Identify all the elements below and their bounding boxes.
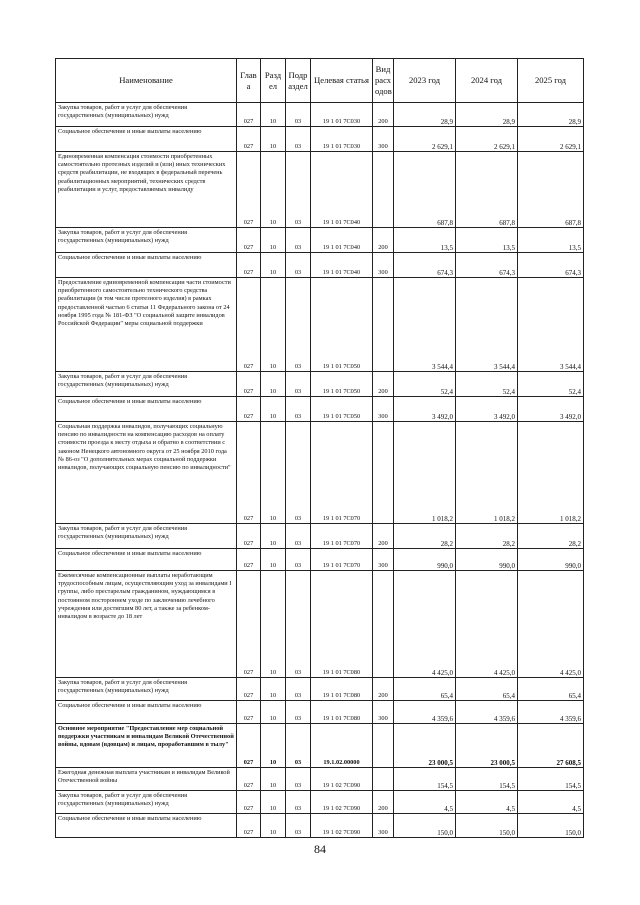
header-target: Целевая статья xyxy=(311,59,373,103)
table-row xyxy=(56,701,584,724)
cell-expense-type xyxy=(373,768,394,791)
cell-subsection: 03 xyxy=(286,103,311,127)
cell-expense-type: 200 xyxy=(373,372,394,397)
cell-target: 19 1 01 7С040 xyxy=(311,152,373,228)
cell-name: Ежегодная денежная выплата участникам и инвалидам Великой Отечественной войны xyxy=(56,768,237,791)
cell-target: 19 1 01 7С080 xyxy=(311,678,373,701)
cell-name: Закупка товаров, работ и услуг для обеспечения государственных (муниципальных) нужд xyxy=(56,372,237,397)
cell-2024: 990,0 xyxy=(456,549,518,571)
cell-target: 19 1 01 7С050 xyxy=(311,372,373,397)
cell-2025: 13,5 xyxy=(518,228,584,253)
cell-target: 19 1 01 7С070 xyxy=(311,524,373,549)
table-row xyxy=(56,253,584,278)
cell-section: 10 xyxy=(261,372,286,397)
cell-chapter: 027 xyxy=(237,278,261,372)
table-row xyxy=(56,549,584,571)
cell-2023: 2 629,1 xyxy=(394,127,456,152)
cell-2023: 3 544,4 xyxy=(394,278,456,372)
cell-target: 19 1 01 7С070 xyxy=(311,422,373,524)
cell-2025: 154,5 xyxy=(518,768,584,791)
cell-subsection: 03 xyxy=(286,397,311,422)
cell-chapter: 027 xyxy=(237,768,261,791)
cell-2024: 4 359,6 xyxy=(456,701,518,724)
cell-expense-type: 200 xyxy=(373,678,394,701)
cell-2024: 28,2 xyxy=(456,524,518,549)
cell-2023: 154,5 xyxy=(394,768,456,791)
table-row xyxy=(56,127,584,152)
cell-name: Социальное обеспечение и иные выплаты населению xyxy=(56,549,237,571)
cell-name: Социальная поддержка инвалидов, получающих социальную пенсию по инвалидности на компенсацию расходов на оплату стоимости проезда к месту отдыха и обратно в соответствии с законом Ненецкого автономного округа от 25 ноября 2010 года № 86-оз "О дополнительных мерах социальной поддержки инвалидов, получающих социальную пенсию по инвалидности" xyxy=(56,422,237,524)
cell-section: 10 xyxy=(261,127,286,152)
cell-2025: 3 544,4 xyxy=(518,278,584,372)
cell-2023: 3 492,0 xyxy=(394,397,456,422)
table-row xyxy=(56,814,584,838)
header-section: Разд ел xyxy=(261,59,286,103)
cell-2023: 13,5 xyxy=(394,228,456,253)
cell-expense-type: 200 xyxy=(373,524,394,549)
header-row xyxy=(56,59,584,103)
cell-section: 10 xyxy=(261,549,286,571)
cell-section: 10 xyxy=(261,701,286,724)
header-name: Наименование xyxy=(56,59,237,103)
cell-2024: 23 000,5 xyxy=(456,724,518,768)
cell-name: Закупка товаров, работ и услуг для обеспечения государственных (муниципальных) нужд xyxy=(56,228,237,253)
cell-2024: 28,9 xyxy=(456,103,518,127)
cell-expense-type: 200 xyxy=(373,228,394,253)
cell-2025: 65,4 xyxy=(518,678,584,701)
cell-2023: 65,4 xyxy=(394,678,456,701)
cell-2025: 4,5 xyxy=(518,791,584,814)
cell-2024: 2 629,1 xyxy=(456,127,518,152)
cell-subsection: 03 xyxy=(286,127,311,152)
budget-table xyxy=(55,58,584,838)
cell-subsection: 03 xyxy=(286,372,311,397)
cell-subsection: 03 xyxy=(286,791,311,814)
cell-2025: 1 018,2 xyxy=(518,422,584,524)
cell-chapter: 027 xyxy=(237,253,261,278)
cell-2024: 150,0 xyxy=(456,814,518,838)
cell-chapter: 027 xyxy=(237,397,261,422)
table-row xyxy=(56,524,584,549)
page-number: 84 xyxy=(314,842,326,856)
table-row xyxy=(56,152,584,228)
cell-2023: 1 018,2 xyxy=(394,422,456,524)
cell-subsection: 03 xyxy=(286,701,311,724)
cell-target: 19 1 01 7С070 xyxy=(311,549,373,571)
cell-2025: 2 629,1 xyxy=(518,127,584,152)
cell-section: 10 xyxy=(261,152,286,228)
cell-subsection: 03 xyxy=(286,278,311,372)
cell-2023: 990,0 xyxy=(394,549,456,571)
cell-name: Закупка товаров, работ и услуг для обеспечения государственных (муниципальных) нужд xyxy=(56,524,237,549)
cell-name: Закупка товаров, работ и услуг для обеспечения государственных (муниципальных) нужд xyxy=(56,103,237,127)
cell-chapter: 027 xyxy=(237,372,261,397)
cell-2025: 27 608,5 xyxy=(518,724,584,768)
cell-name: Социальное обеспечение и иные выплаты населению xyxy=(56,253,237,278)
cell-section: 10 xyxy=(261,724,286,768)
cell-2023: 687,8 xyxy=(394,152,456,228)
cell-target: 19 1 01 7С080 xyxy=(311,571,373,678)
cell-name: Закупка товаров, работ и услуг для обеспечения государственных (муниципальных) нужд xyxy=(56,678,237,701)
cell-name: Основное мероприятие "Предоставление мер социальной поддержки участникам и инвалидам Великой Отечественной войны, вдовам (вдовцам) и лицам, проработавшим в тылу" xyxy=(56,724,237,768)
cell-chapter: 027 xyxy=(237,152,261,228)
cell-target: 19 1 02 7С090 xyxy=(311,768,373,791)
table-row xyxy=(56,103,584,127)
cell-2024: 1 018,2 xyxy=(456,422,518,524)
cell-expense-type xyxy=(373,724,394,768)
table-row xyxy=(56,768,584,791)
table-row xyxy=(56,278,584,372)
cell-2025: 990,0 xyxy=(518,549,584,571)
cell-chapter: 027 xyxy=(237,701,261,724)
cell-target: 19 1 02 7С090 xyxy=(311,814,373,838)
cell-2025: 150,0 xyxy=(518,814,584,838)
cell-2023: 150,0 xyxy=(394,814,456,838)
cell-subsection: 03 xyxy=(286,228,311,253)
cell-subsection: 03 xyxy=(286,549,311,571)
cell-expense-type: 300 xyxy=(373,814,394,838)
cell-subsection: 03 xyxy=(286,253,311,278)
cell-name: Социальное обеспечение и иные выплаты населению xyxy=(56,814,237,838)
cell-expense-type: 300 xyxy=(373,549,394,571)
table-row xyxy=(56,228,584,253)
cell-2023: 4 359,6 xyxy=(394,701,456,724)
header-subsection: Подр аздел xyxy=(286,59,311,103)
cell-expense-type: 200 xyxy=(373,103,394,127)
cell-chapter: 027 xyxy=(237,422,261,524)
cell-expense-type xyxy=(373,278,394,372)
table-row xyxy=(56,372,584,397)
cell-expense-type xyxy=(373,152,394,228)
cell-chapter: 027 xyxy=(237,814,261,838)
cell-2023: 674,3 xyxy=(394,253,456,278)
cell-subsection: 03 xyxy=(286,814,311,838)
cell-2023: 52,4 xyxy=(394,372,456,397)
cell-2024: 3 544,4 xyxy=(456,278,518,372)
cell-2024: 687,8 xyxy=(456,152,518,228)
cell-chapter: 027 xyxy=(237,791,261,814)
cell-target: 19 1 01 7С030 xyxy=(311,127,373,152)
cell-2023: 23 000,5 xyxy=(394,724,456,768)
cell-target: 19.1.02.00000 xyxy=(311,724,373,768)
cell-2025: 4 425,0 xyxy=(518,571,584,678)
cell-section: 10 xyxy=(261,524,286,549)
cell-2025: 3 492,0 xyxy=(518,397,584,422)
cell-expense-type: 300 xyxy=(373,397,394,422)
cell-target: 19 1 01 7С050 xyxy=(311,278,373,372)
cell-target: 19 1 01 7С040 xyxy=(311,253,373,278)
cell-expense-type xyxy=(373,571,394,678)
cell-target: 19 1 01 7С030 xyxy=(311,103,373,127)
cell-target: 19 1 01 7С080 xyxy=(311,701,373,724)
cell-section: 10 xyxy=(261,228,286,253)
cell-target: 19 1 01 7С040 xyxy=(311,228,373,253)
cell-chapter: 027 xyxy=(237,678,261,701)
cell-2024: 4 425,0 xyxy=(456,571,518,678)
cell-subsection: 03 xyxy=(286,724,311,768)
cell-chapter: 027 xyxy=(237,724,261,768)
cell-section: 10 xyxy=(261,571,286,678)
cell-chapter: 027 xyxy=(237,228,261,253)
cell-2023: 4 425,0 xyxy=(394,571,456,678)
cell-subsection: 03 xyxy=(286,524,311,549)
cell-name: Ежемесячные компенсационные выплаты неработающим трудоспособным лицам, осуществляющим уход за инвалидами I группы, либо престарелым гражданином, нуждающимся в постоянном постороннем уходе по заключению лечебного учреждения или достигшим 80 лет, а также за ребенком-инвалидом в возрасте до 18 лет xyxy=(56,571,237,678)
cell-chapter: 027 xyxy=(237,127,261,152)
cell-section: 10 xyxy=(261,791,286,814)
cell-chapter: 027 xyxy=(237,524,261,549)
cell-subsection: 03 xyxy=(286,422,311,524)
cell-2024: 4,5 xyxy=(456,791,518,814)
table-row xyxy=(56,724,584,768)
header-chapter: Глав а xyxy=(237,59,261,103)
cell-subsection: 03 xyxy=(286,768,311,791)
cell-2025: 28,2 xyxy=(518,524,584,549)
cell-subsection: 03 xyxy=(286,152,311,228)
cell-2023: 28,9 xyxy=(394,103,456,127)
cell-name: Предоставление единовременной компенсации части стоимости приобретенного самостоятельно технического средства реабилитации (в том числе протезного изделия) в рамках предоставленной частью 6 статьи 11 Федерального закона от 24 ноября 1995 года № 181-ФЗ "О социальной защите инвалидов Российской Федерации" меры социальной поддержки xyxy=(56,278,237,372)
cell-section: 10 xyxy=(261,253,286,278)
cell-2025: 52,4 xyxy=(518,372,584,397)
cell-2025: 687,8 xyxy=(518,152,584,228)
cell-2025: 674,3 xyxy=(518,253,584,278)
header-2024: 2024 год xyxy=(456,59,518,103)
cell-name: Социальное обеспечение и иные выплаты населению xyxy=(56,397,237,422)
cell-2024: 154,5 xyxy=(456,768,518,791)
table-row xyxy=(56,571,584,678)
cell-2024: 3 492,0 xyxy=(456,397,518,422)
cell-section: 10 xyxy=(261,397,286,422)
table-row xyxy=(56,791,584,814)
cell-expense-type: 300 xyxy=(373,127,394,152)
table-row xyxy=(56,397,584,422)
cell-2025: 4 359,6 xyxy=(518,701,584,724)
cell-section: 10 xyxy=(261,422,286,524)
cell-target: 19 1 02 7С090 xyxy=(311,791,373,814)
cell-expense-type: 200 xyxy=(373,791,394,814)
cell-chapter: 027 xyxy=(237,571,261,678)
table-row xyxy=(56,422,584,524)
cell-2024: 13,5 xyxy=(456,228,518,253)
cell-section: 10 xyxy=(261,768,286,791)
cell-section: 10 xyxy=(261,678,286,701)
cell-expense-type xyxy=(373,422,394,524)
header-2023: 2023 год xyxy=(394,59,456,103)
cell-2023: 4,5 xyxy=(394,791,456,814)
cell-2024: 52,4 xyxy=(456,372,518,397)
cell-expense-type: 300 xyxy=(373,253,394,278)
cell-2023: 28,2 xyxy=(394,524,456,549)
cell-name: Социальное обеспечение и иные выплаты населению xyxy=(56,127,237,152)
cell-2024: 65,4 xyxy=(456,678,518,701)
cell-2024: 674,3 xyxy=(456,253,518,278)
cell-2025: 28,9 xyxy=(518,103,584,127)
cell-section: 10 xyxy=(261,278,286,372)
cell-subsection: 03 xyxy=(286,678,311,701)
cell-name: Единовременная компенсация стоимости приобретенных самостоятельно протезных изделий и (или) иных технических средств реабилитации, не входящих в федеральный перечень реабилитационных мероприятий, технических средств реабилитации и услуг, предоставляемых инвалиду xyxy=(56,152,237,228)
cell-chapter: 027 xyxy=(237,103,261,127)
header-expense-type: Вид расх одов xyxy=(373,59,394,103)
cell-name: Социальное обеспечение и иные выплаты населению xyxy=(56,701,237,724)
cell-subsection: 03 xyxy=(286,571,311,678)
table-row xyxy=(56,678,584,701)
cell-name: Закупка товаров, работ и услуг для обеспечения государственных (муниципальных) нужд xyxy=(56,791,237,814)
cell-target: 19 1 01 7С050 xyxy=(311,397,373,422)
header-2025: 2025 год xyxy=(518,59,584,103)
cell-section: 10 xyxy=(261,103,286,127)
cell-expense-type: 300 xyxy=(373,701,394,724)
cell-chapter: 027 xyxy=(237,549,261,571)
cell-section: 10 xyxy=(261,814,286,838)
